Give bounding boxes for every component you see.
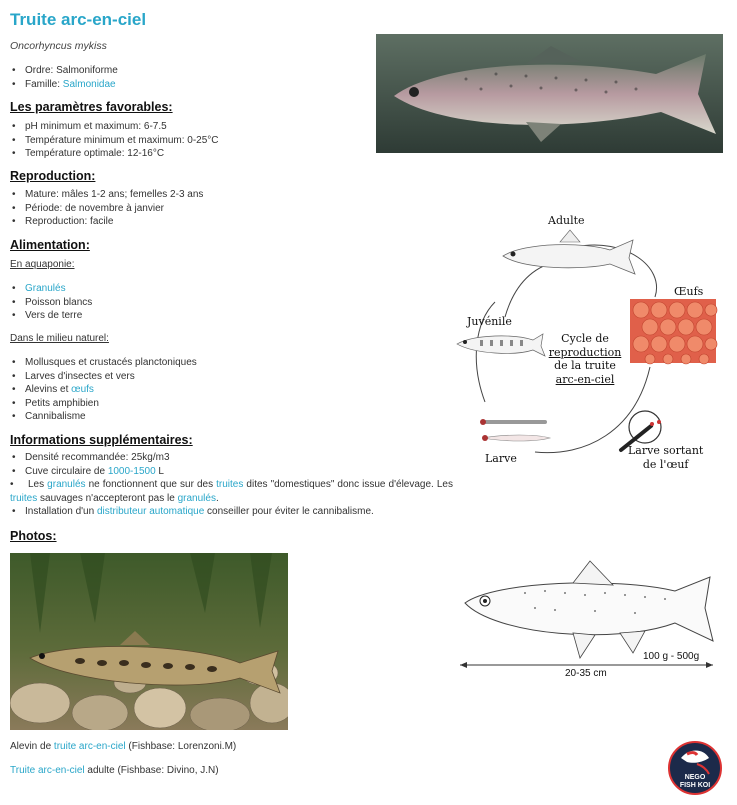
truites-link[interactable]: truites <box>10 492 38 504</box>
famille-link[interactable]: Salmonidae <box>62 78 116 90</box>
caption-adult: Truite arc-en-ciel adulte (Fishbase: Divino, J.N) <box>10 765 219 776</box>
list-item: • Cuve circulaire de 1000-1500 L <box>10 465 453 479</box>
photos-heading: Photos: <box>10 529 57 543</box>
truites-link[interactable]: truites <box>216 479 244 490</box>
list-item <box>10 282 455 296</box>
adult-trout-photo <box>376 34 723 153</box>
reproduction-heading: Reproduction: <box>10 169 96 183</box>
infos-list <box>10 451 453 478</box>
nego-fish-koi-logo <box>667 740 723 796</box>
list-item: • Petits amphibien <box>10 397 455 411</box>
truite-link[interactable]: truite arc-en-ciel <box>53 741 126 752</box>
aquaponie-list <box>10 282 455 323</box>
list-item: • Installation d'un distributeur automatique conseiller pour éviter le cannibalisme. <box>10 505 453 519</box>
naturel-label: Dans le milieu naturel: <box>10 333 109 344</box>
params-heading: Les paramètres favorables: <box>10 100 173 114</box>
truite-link[interactable]: Truite arc-en-ciel <box>10 765 85 776</box>
cycle-label-juvenile: Juvénile <box>467 315 512 328</box>
eggs-photo <box>630 299 717 364</box>
oeufs-link[interactable]: œufs <box>71 384 94 395</box>
juvenile-trout-photo <box>10 553 288 730</box>
list-item: • Ordre: Salmoniforme <box>10 64 455 78</box>
list-item: • pH minimum et maximum: 6-7.5 <box>10 120 455 134</box>
list-item: • Poisson blancs <box>10 296 455 310</box>
granules-link[interactable]: granulés <box>47 479 86 490</box>
granules-note: • Les granulés ne fonctionnent que sur des truites dites "domestiques" donc issue d'élevage. Les truites sauvages n'accepteront pas le granulés. <box>10 479 453 504</box>
scientific-name: Oncorhyncus mykiss <box>10 40 107 52</box>
aquaponie-label: En aquaponie: <box>10 259 75 270</box>
list-item: • Mature: mâles 1-2 ans; femelles 2-3 ans <box>10 188 455 202</box>
list-item: • Mollusques et crustacés planctoniques <box>10 356 455 370</box>
distributeur-link[interactable]: distributeur automatique <box>96 506 205 517</box>
list-item: • Vers de terre <box>10 309 455 323</box>
naturel-list <box>10 356 455 424</box>
cycle-label-larve: Larve <box>485 452 517 465</box>
list-item: • Reproduction: facile <box>10 215 455 229</box>
alimentation-heading: Alimentation: <box>10 238 90 252</box>
reproduction-list <box>10 188 455 229</box>
cuve-link[interactable]: 1000-1500 <box>107 465 156 477</box>
cycle-label-oeufs: Œufs <box>674 285 704 298</box>
juvenile-fish-drawing <box>457 334 545 356</box>
size-drawing <box>455 553 720 683</box>
cycle-label-larve-sortant: Larve sortant de l'œuf <box>628 444 704 471</box>
lifecycle-diagram <box>445 212 737 482</box>
cycle-center-label: Cycle de reproduction de la truite arc-en-ciel <box>548 332 622 386</box>
caption-juvenile: Alevin de truite arc-en-ciel (Fishbase: Lorenzoni.M) <box>10 741 237 752</box>
list-item: • Alevins et œufs <box>10 383 455 397</box>
list-item: • Larves d'insectes et vers <box>10 370 455 384</box>
granules-link[interactable]: granulés <box>177 492 216 504</box>
list-item: • Densité recommandée: 25kg/m3 <box>10 451 453 465</box>
list-item: • Température optimale: 12-16°C <box>10 147 455 161</box>
install-list <box>10 505 453 519</box>
weight-label: 100 g - 500g <box>643 651 700 662</box>
list-item: • Famille: Salmonidae <box>10 78 455 92</box>
logo-text: NEGO FISH KOI <box>679 774 711 789</box>
cycle-label-adulte: Adulte <box>548 214 585 227</box>
adult-fish-drawing <box>503 230 635 274</box>
infos-heading: Informations supplémentaires: <box>10 433 193 447</box>
list-item: • Cannibalisme <box>10 410 455 424</box>
list-item: • Période: de novembre à janvier <box>10 202 455 216</box>
length-label: 20-35 cm <box>565 668 607 679</box>
page-title: Truite arc-en-ciel <box>10 10 147 29</box>
larvae-drawing <box>480 419 550 441</box>
list-item: • Température minimum et maximum: 0-25°C <box>10 134 455 148</box>
granules-link[interactable]: Granulés <box>25 283 66 294</box>
